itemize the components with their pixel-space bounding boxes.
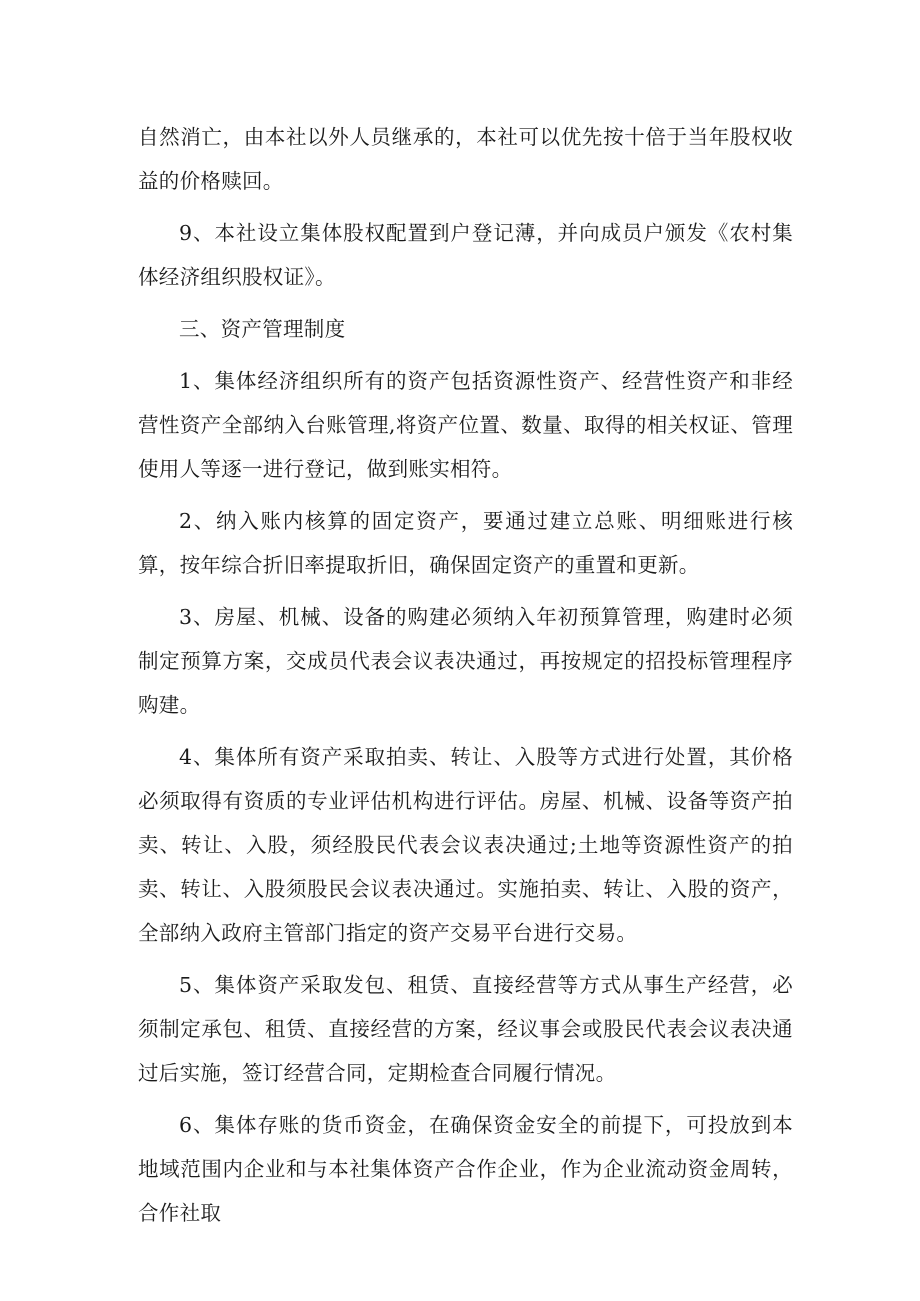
document-body [138,115,793,1243]
paragraph-2: 9、本社设立集体股权配置到户登记薄，并向成员户颁发《农村集体经济组织股权证》。 [138,221,793,289]
paragraph-7: 4、集体所有资产采取拍卖、转让、入股等方式进行处置，其价格必须取得有资质的专业评估机构进行评估。房屋、机械、设备等资产拍卖、转让、入股，须经股民代表会议表决通过;土地等资源性资产的拍卖、转让、入股须股民会议表决通过。实施拍卖、转让、入股的资产，全部纳入政府主管部门指定的资产交易平台进行交易。 [138,745,793,945]
paragraph-4: 1、集体经济组织所有的资产包括资源性资产、经营性资产和非经营性资产全部纳入台账管理,将资产位置、数量、取得的相关权证、管理使用人等逐一进行登记，做到账实相符。 [138,369,793,481]
section-heading-asset-management: 三、资产管理制度 [179,317,346,341]
paragraph-5: 2、纳入账内核算的固定资产，要通过建立总账、明细账进行核算，按年综合折旧率提取折旧，确保固定资产的重置和更新。 [138,509,793,577]
paragraph-6: 3、房屋、机械、设备的购建必须纳入年初预算管理，购建时必须制定预算方案，交成员代表会议表决通过，再按规定的招投标管理程序购建。 [138,605,793,717]
paragraph-8: 5、集体资产采取发包、租赁、直接经营等方式从事生产经营，必须制定承包、租赁、直接经营的方案，经议事会或股民代表会议表决通过后实施，签订经营合同，定期检查合同履行情况。 [138,973,793,1085]
paragraph-9: 6、集体存账的货币资金，在确保资金安全的前提下，可投放到本地域范围内企业和与本社集体资产合作企业，作为企业流动资金周转，合作社取 [138,1113,793,1225]
paragraph-1: 自然消亡，由本社以外人员继承的，本社可以优先按十倍于当年股权收益的价格赎回。 [138,125,793,193]
